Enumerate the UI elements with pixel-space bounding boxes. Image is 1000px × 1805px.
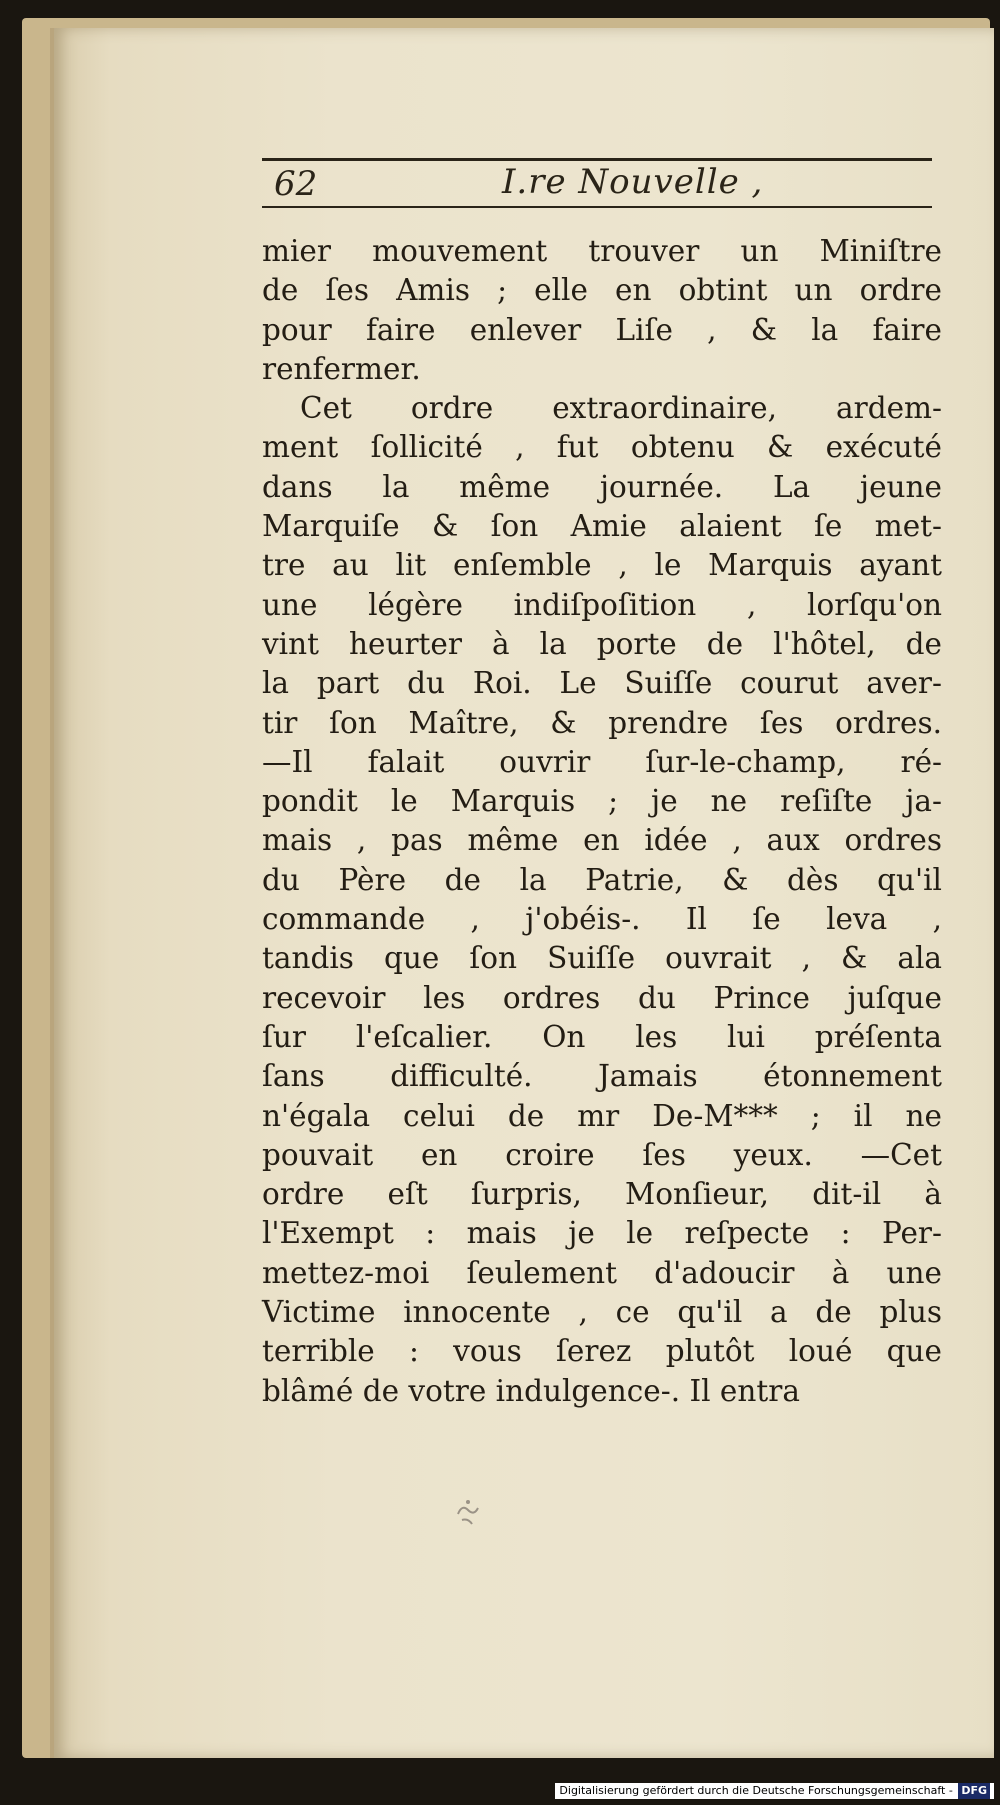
text-line: terrible : vous ſerez plutôt loué que bbox=[262, 1334, 942, 1369]
page-number: 62 bbox=[274, 164, 318, 204]
text-line: une légère indiſpoſition , lorſqu'on bbox=[262, 587, 942, 622]
text-line: recevoir les ordres du Prince juſque bbox=[262, 980, 942, 1015]
digitization-credit bbox=[555, 1783, 994, 1799]
text-line: l'Exempt : mais je le reſpecte : Per- bbox=[262, 1216, 942, 1251]
text-line: ſur l'eſcalier. On les lui préſenta bbox=[262, 1019, 942, 1054]
text-line: commande , j'obéis-. Il ſe leva , bbox=[262, 902, 942, 937]
text-line: pour faire enlever Liſe , & la faire bbox=[262, 312, 942, 347]
text-line: blâmé de votre indulgence-. Il entra bbox=[262, 1373, 800, 1408]
credit-text: Digitalisierung gefördert durch die Deutsche Forschungsgemeinschaft - bbox=[559, 1784, 953, 1797]
text-line: tir ſon Maître, & prendre ſes ordres. bbox=[262, 705, 942, 740]
ink-smudge-mark bbox=[444, 1484, 494, 1534]
text-line: du Père de la Patrie, & dès qu'il bbox=[262, 862, 942, 897]
text-line: Victime innocente , ce qu'il a de plus bbox=[262, 1295, 942, 1330]
text-line: vint heurter à la porte de l'hôtel, de bbox=[262, 626, 942, 661]
head-rule-bottom bbox=[262, 206, 932, 208]
text-line: dans la même journée. La jeune bbox=[262, 469, 942, 504]
text-line: ordre eſt ſurpris, Monſieur, dit-il à bbox=[262, 1177, 942, 1212]
text-line: tre au lit enſemble , le Marquis ayant bbox=[262, 548, 942, 583]
text-line: Cet ordre extraordinaire, ardem- bbox=[300, 391, 942, 426]
text-line: la part du Roi. Le Suiſſe courut aver- bbox=[262, 666, 942, 701]
running-head bbox=[262, 128, 932, 218]
text-line: de ſes Amis ; elle en obtint un ordre bbox=[262, 273, 942, 308]
text-line: mais , pas même en idée , aux ordres bbox=[262, 823, 942, 858]
text-line: —Il falait ouvrir ſur-le-champ, ré- bbox=[262, 744, 942, 779]
head-rule-top bbox=[262, 158, 932, 161]
text-line: mier mouvement trouver un Miniſtre bbox=[262, 234, 942, 268]
running-title: I.re Nouvelle , bbox=[502, 162, 764, 202]
text-line: mettez-moi ſeulement d'adoucir à une bbox=[262, 1255, 942, 1290]
body-text bbox=[262, 232, 942, 1411]
text-line: tandis que ſon Suiſſe ouvrait , & ala bbox=[262, 941, 942, 976]
text-line: ment ſollicité , fut obtenu & exécuté bbox=[262, 430, 942, 465]
dfg-logo: DFG bbox=[958, 1783, 990, 1799]
text-line: ſans difficulté. Jamais étonnement bbox=[262, 1059, 942, 1094]
text-line: pondit le Marquis ; je ne reſiſte ja- bbox=[262, 784, 942, 819]
text-line: Marquiſe & ſon Amie alaient ſe met- bbox=[262, 509, 942, 544]
text-line: n'égala celui de mr De-M*** ; il ne bbox=[262, 1098, 942, 1133]
text-line: pouvait en croire ſes yeux. —Cet bbox=[262, 1137, 942, 1172]
text-line: renfermer. bbox=[262, 351, 421, 386]
